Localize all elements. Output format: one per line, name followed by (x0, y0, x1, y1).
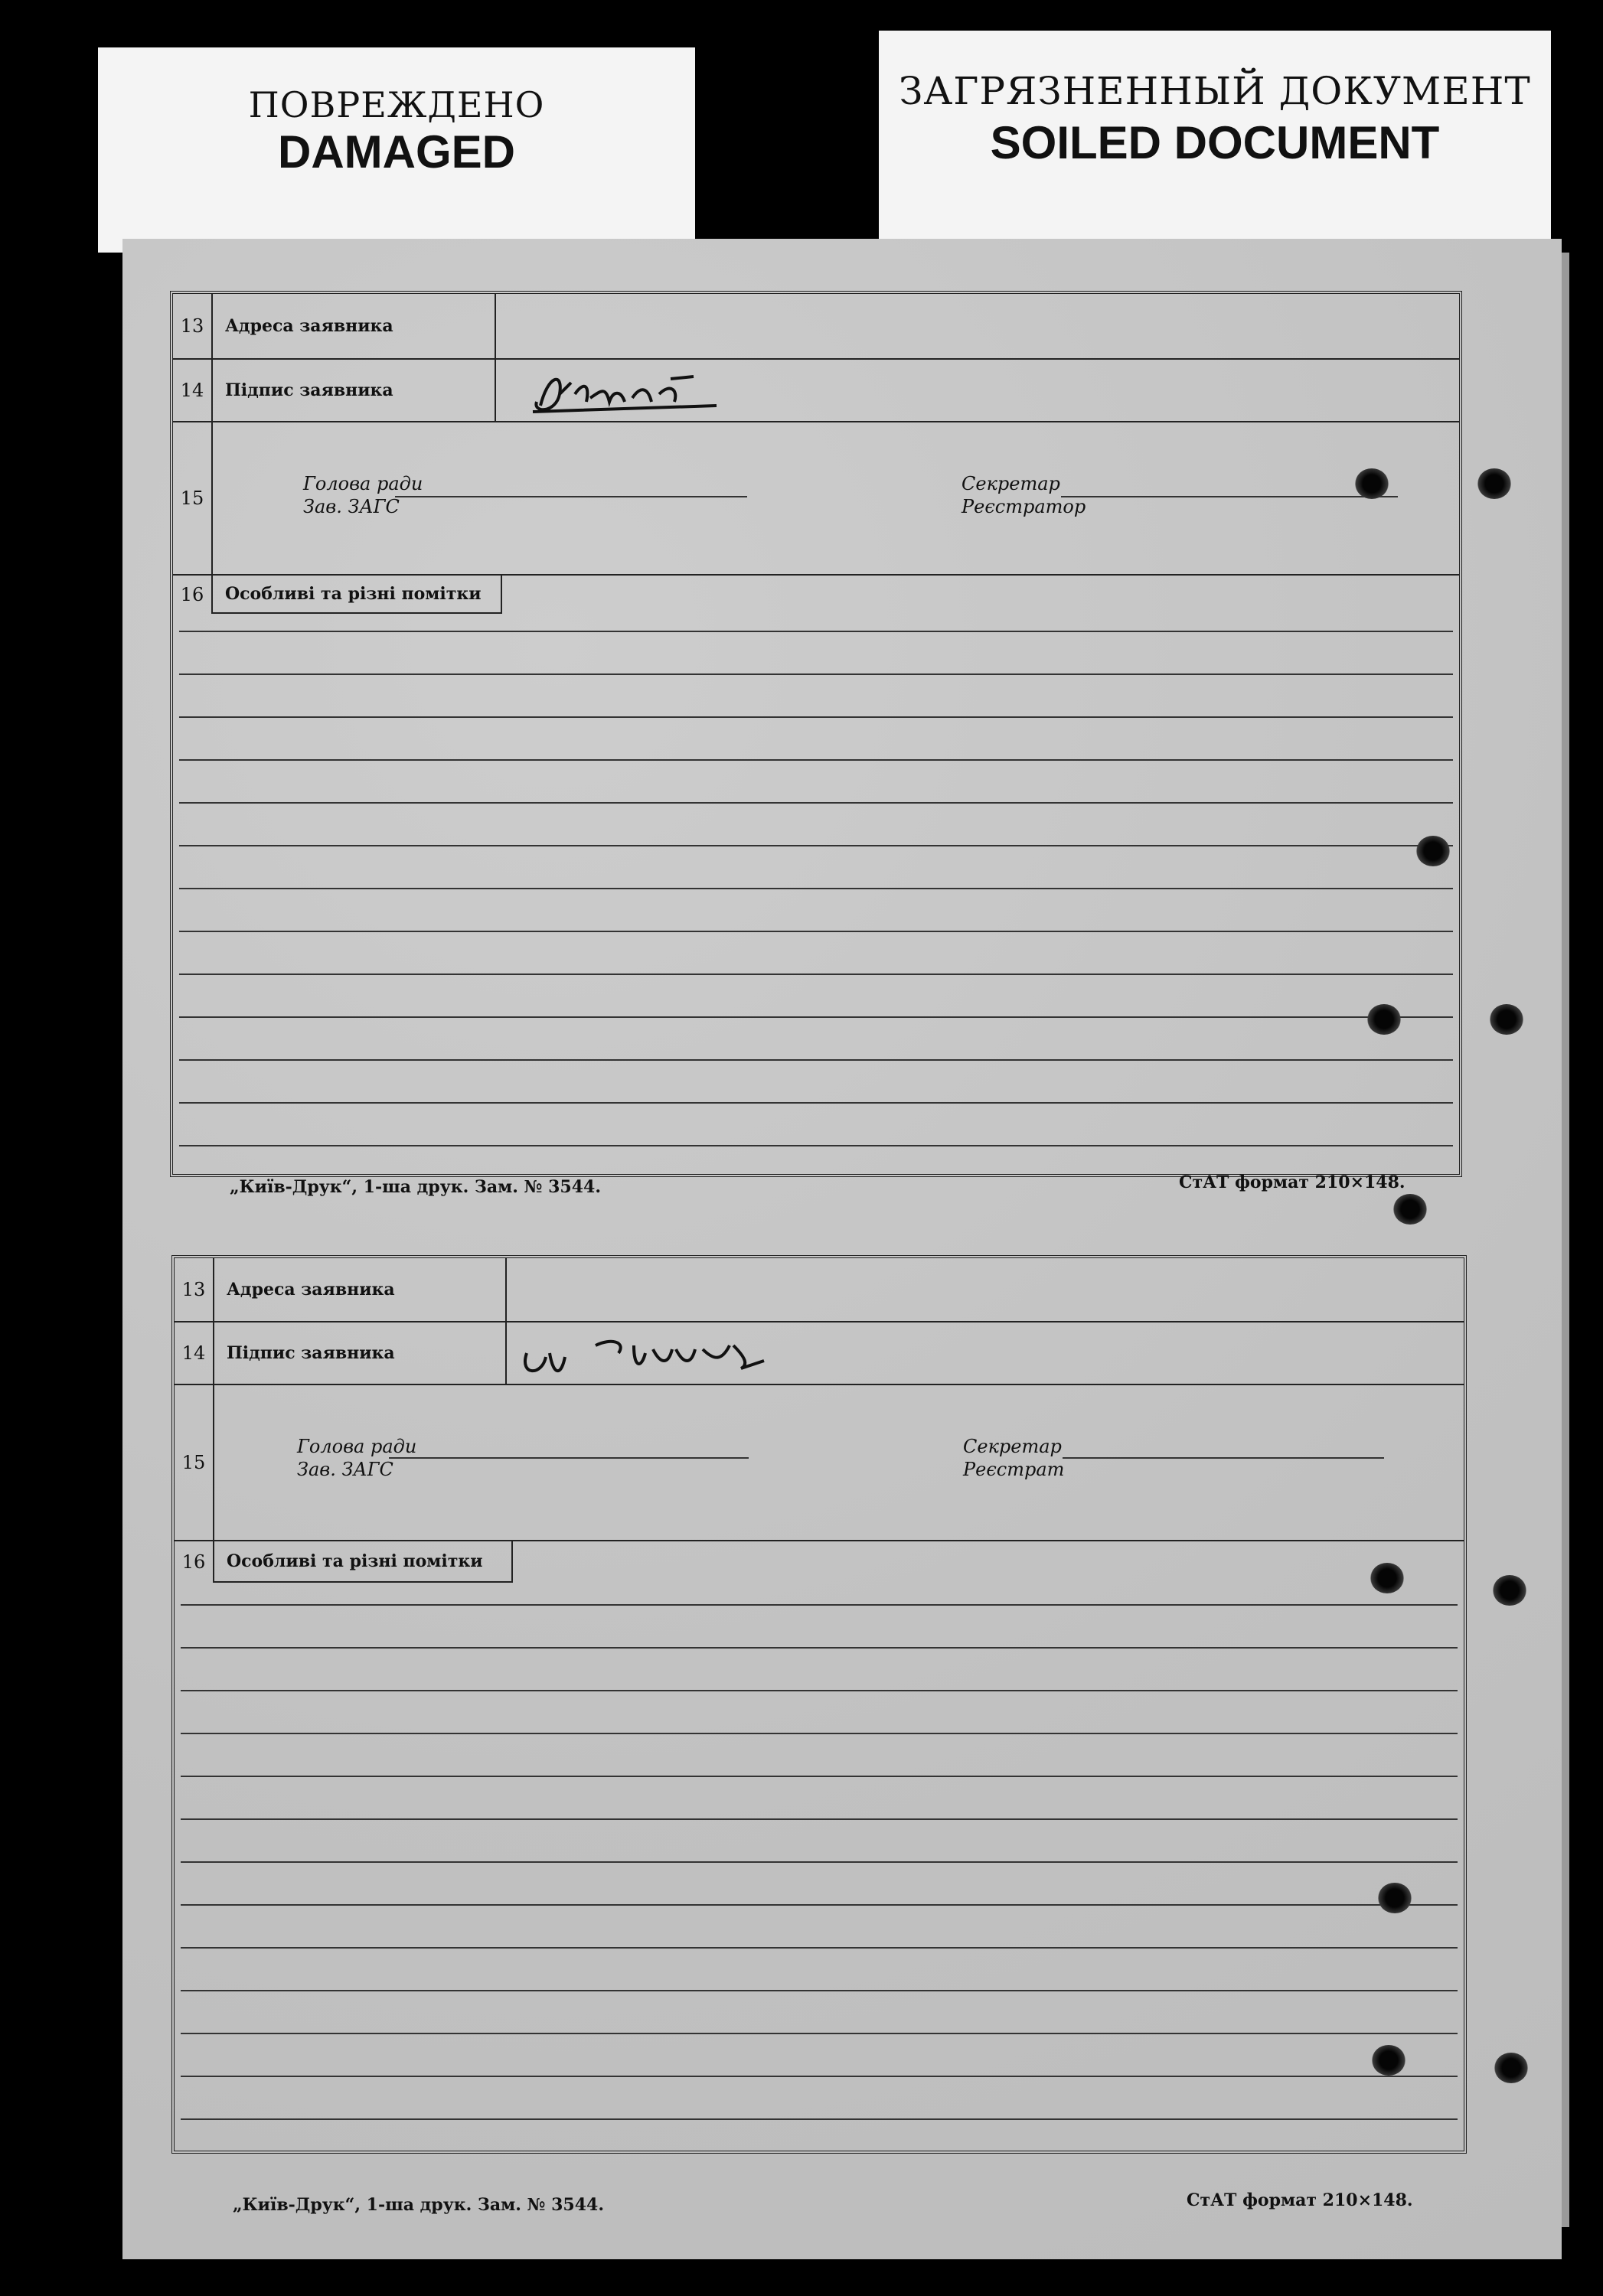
note-line (179, 631, 1453, 632)
note-line (181, 1947, 1458, 1949)
row-number: 15 (173, 422, 213, 574)
row-officials (173, 422, 1459, 576)
binding-hole (1378, 1883, 1412, 1913)
secretary-signature-line (1063, 1457, 1384, 1459)
chairman-label: Голова ради (303, 473, 423, 494)
row-number: 13 (175, 1258, 214, 1321)
registry-head-label: Зав. ЗАГС (297, 1459, 393, 1480)
secretary-label: Секретар (961, 473, 1060, 494)
note-line (181, 2118, 1458, 2120)
soiled-label-en: SOILED DOCUMENT (990, 117, 1440, 168)
printer-imprint: „Київ-Друк“, 1-ша друк. Зам. № 3544. (230, 1177, 601, 1197)
binding-hole (1367, 1004, 1401, 1035)
note-line (181, 1776, 1458, 1777)
note-line (179, 716, 1453, 718)
binding-hole (1370, 1563, 1404, 1593)
row-signature (173, 360, 1459, 422)
note-line (179, 974, 1453, 975)
printer-imprint: „Київ-Друк“, 1-ша друк. Зам. № 3544. (233, 2195, 604, 2215)
damaged-label-en: DAMAGED (278, 126, 515, 178)
binding-hole (1494, 2053, 1528, 2083)
soiled-label-ru: ЗАГРЯЗНЕННЫЙ ДОКУМЕНТ (899, 69, 1531, 113)
chairman-signature-line (395, 496, 747, 497)
form-bottom (171, 1255, 1467, 2154)
note-line (181, 2076, 1458, 2077)
applicant-signature (517, 360, 824, 421)
note-line (181, 1904, 1458, 1906)
note-line (181, 1990, 1458, 1991)
registrar-label: Реєстрат (963, 1459, 1065, 1480)
note-line (179, 1016, 1453, 1018)
row-notes (175, 1541, 1464, 1583)
row-number: 16 (173, 576, 213, 614)
chairman-label: Голова ради (297, 1436, 417, 1457)
note-line (181, 1647, 1458, 1649)
row-address (173, 294, 1459, 360)
note-line (181, 1861, 1458, 1863)
row-number: 13 (173, 294, 213, 358)
note-line (179, 931, 1453, 932)
binding-hole (1416, 836, 1450, 866)
row-number: 15 (175, 1385, 214, 1540)
note-line (179, 802, 1453, 804)
note-line (181, 1818, 1458, 1820)
row-number: 14 (175, 1322, 214, 1384)
row-label: Адреса заявника (213, 294, 496, 358)
format-note: СтАТ формат 210×148. (1179, 1172, 1405, 1192)
note-line (181, 2033, 1458, 2034)
damaged-label-ru: ПОВРЕЖДЕНО (248, 84, 545, 126)
applicant-signature (511, 1322, 818, 1384)
row-label: Особливі та різні помітки (213, 576, 502, 614)
row-number: 14 (173, 360, 213, 421)
damaged-label-card (98, 47, 695, 253)
row-notes (173, 576, 1459, 614)
row-label: Особливі та різні помітки (214, 1541, 513, 1583)
chairman-signature-line (389, 1457, 749, 1459)
binding-hole (1355, 468, 1389, 499)
binding-hole (1393, 1194, 1427, 1225)
document-page (122, 239, 1562, 2259)
row-label: Адреса заявника (214, 1258, 507, 1321)
row-label: Підпис заявника (213, 360, 496, 421)
note-line (181, 1733, 1458, 1734)
note-line (179, 888, 1453, 889)
registrar-label: Реєстратор (961, 496, 1086, 517)
note-line (179, 759, 1453, 761)
note-line (179, 845, 1453, 846)
row-number: 16 (175, 1541, 214, 1583)
secretary-signature-line (1061, 496, 1398, 497)
form-top (170, 291, 1462, 1177)
note-line (179, 1102, 1453, 1104)
row-officials (175, 1385, 1464, 1541)
secretary-label: Секретар (963, 1436, 1062, 1457)
binding-hole (1493, 1575, 1526, 1606)
binding-hole (1477, 468, 1511, 499)
row-signature (175, 1322, 1464, 1385)
registry-head-label: Зав. ЗАГС (303, 496, 400, 517)
binding-hole (1490, 1004, 1523, 1035)
note-line (179, 1145, 1453, 1146)
row-address (175, 1258, 1464, 1322)
soiled-label-card (879, 31, 1551, 242)
note-line (179, 673, 1453, 675)
note-line (181, 1604, 1458, 1606)
row-label: Підпис заявника (214, 1322, 507, 1384)
note-line (181, 1690, 1458, 1691)
note-line (179, 1059, 1453, 1061)
binding-hole (1372, 2045, 1405, 2076)
format-note: СтАТ формат 210×148. (1187, 2190, 1413, 2210)
